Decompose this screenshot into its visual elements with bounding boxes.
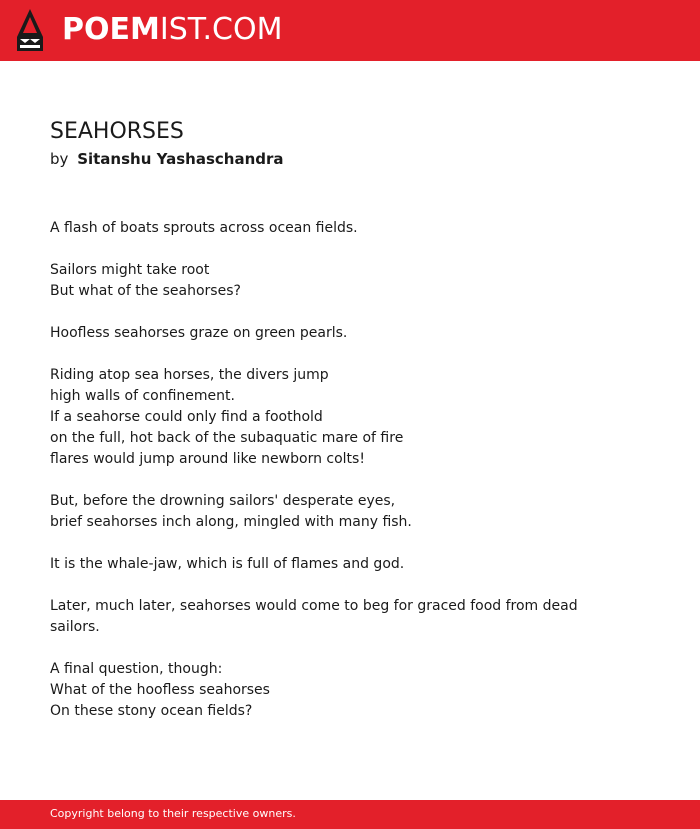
site-logo-text — [62, 9, 282, 51]
poem-line: high walls of confinement. — [50, 388, 235, 404]
poem-line: on the full, hot back of the subaquatic mare of fire — [50, 430, 404, 446]
poem-line: But, before the drowning sailors' desperate eyes, — [50, 493, 396, 509]
logo-light-text: IST.COM — [159, 12, 283, 47]
logo-bold-text: POEM — [62, 12, 160, 47]
poem-line: flares would jump around like newborn colts! — [50, 451, 365, 467]
poem-stanza — [50, 659, 590, 722]
poem-stanza — [50, 260, 590, 302]
poem-byline — [50, 148, 284, 170]
poem-stanza — [50, 323, 590, 344]
poem-stanza — [50, 218, 590, 239]
site-logo[interactable] — [17, 9, 282, 51]
poem-stanza — [50, 491, 590, 533]
poem-title: SEAHORSES — [50, 119, 184, 144]
poem-line: It is the whale-jaw, which is full of flames and god. — [50, 556, 405, 572]
poem-line: A flash of boats sprouts across ocean fields. — [50, 220, 358, 236]
poem-line: If a seahorse could only find a foothold — [50, 409, 323, 425]
poem-line: Hoofless seahorses graze on green pearls. — [50, 325, 348, 341]
poem-line: But what of the seahorses? — [50, 283, 241, 299]
by-label: by — [50, 150, 69, 168]
site-footer — [0, 800, 700, 829]
poem-line: Sailors might take root — [50, 262, 210, 278]
site-header — [0, 0, 700, 61]
poem-body — [50, 218, 590, 743]
poem-line: A final question, though: — [50, 661, 223, 677]
poem-stanza — [50, 365, 590, 470]
poem-stanza — [50, 596, 590, 638]
poem-author: Sitanshu Yashaschandra — [77, 150, 284, 168]
copyright-text: Copyright belong to their respective owners. — [50, 807, 296, 820]
poem-line: On these stony ocean fields? — [50, 703, 253, 719]
poem-stanza — [50, 554, 590, 575]
poem-line: What of the hoofless seahorses — [50, 682, 270, 698]
pencil-icon — [17, 9, 43, 51]
poem-line: brief seahorses inch along, mingled with many fish. — [50, 514, 412, 530]
poem-line: Later, much later, seahorses would come to beg for graced food from dead sailors. — [50, 598, 578, 635]
poem-line: Riding atop sea horses, the divers jump — [50, 367, 329, 383]
